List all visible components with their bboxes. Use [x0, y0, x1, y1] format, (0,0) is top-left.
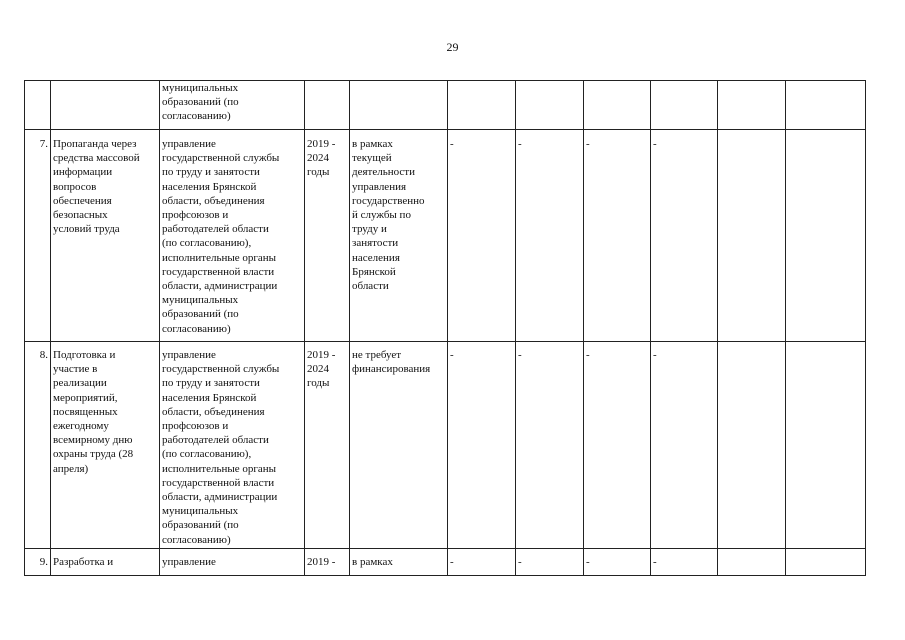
- value-cell: -: [584, 342, 651, 549]
- value-cell: [448, 81, 516, 130]
- value-cell: -: [584, 130, 651, 342]
- executor-cell: управление государственной службы по труду и занятости населения Брянской области, объединения профсоюзов и работодателей области (по согласованию), исполнительные органы государственной власти области, администрации муниципальных образований (по согласованию): [160, 130, 305, 342]
- table-row: [25, 549, 866, 576]
- table-row: [25, 81, 866, 130]
- value-cell: -: [516, 342, 584, 549]
- value-cell: [786, 549, 866, 576]
- period-cell: 2019 - 2024 годы: [305, 342, 350, 549]
- measure-name-cell: Разработка и: [51, 549, 160, 576]
- value-cell: -: [651, 130, 718, 342]
- table-row: [25, 342, 866, 549]
- value-cell: -: [516, 130, 584, 342]
- row-number-cell: 8.: [25, 342, 51, 549]
- value-cell: [651, 81, 718, 130]
- value-cell: [718, 549, 786, 576]
- executor-cell: муниципальных образований (по согласованию): [160, 81, 305, 130]
- value-cell: -: [651, 342, 718, 549]
- financing-cell: [350, 81, 448, 130]
- table-row: [25, 130, 866, 342]
- value-cell: -: [651, 549, 718, 576]
- period-cell: 2019 -: [305, 549, 350, 576]
- value-cell: [718, 130, 786, 342]
- value-cell: -: [448, 549, 516, 576]
- page-number: 29: [446, 40, 459, 54]
- value-cell: [786, 130, 866, 342]
- financing-cell: не требует финансирования: [350, 342, 448, 549]
- measure-name-cell: Пропаганда через средства массовой информации вопросов обеспечения безопасных условий труда: [51, 130, 160, 342]
- period-cell: 2019 - 2024 годы: [305, 130, 350, 342]
- value-cell: [786, 342, 866, 549]
- row-number-cell: [25, 81, 51, 130]
- value-cell: -: [516, 549, 584, 576]
- value-cell: -: [448, 342, 516, 549]
- value-cell: [718, 81, 786, 130]
- value-cell: [516, 81, 584, 130]
- measures-table: [24, 80, 866, 576]
- value-cell: [584, 81, 651, 130]
- period-cell: [305, 81, 350, 130]
- executor-cell: управление: [160, 549, 305, 576]
- value-cell: -: [448, 130, 516, 342]
- value-cell: -: [584, 549, 651, 576]
- value-cell: [786, 81, 866, 130]
- row-number-cell: 7.: [25, 130, 51, 342]
- financing-cell: в рамках: [350, 549, 448, 576]
- measure-name-cell: Подготовка и участие в реализации мероприятий, посвященных ежегодному всемирному дню охраны труда (28 апреля): [51, 342, 160, 549]
- row-number-cell: 9.: [25, 549, 51, 576]
- financing-cell: в рамках текущей деятельности управления государственно й службы по труду и занятости населения Брянской области: [350, 130, 448, 342]
- value-cell: [718, 342, 786, 549]
- executor-cell: управление государственной службы по труду и занятости населения Брянской области, объединения профсоюзов и работодателей области (по согласованию), исполнительные органы государственной власти области, администрации муниципальных образований (по согласованию): [160, 342, 305, 549]
- measure-name-cell: [51, 81, 160, 130]
